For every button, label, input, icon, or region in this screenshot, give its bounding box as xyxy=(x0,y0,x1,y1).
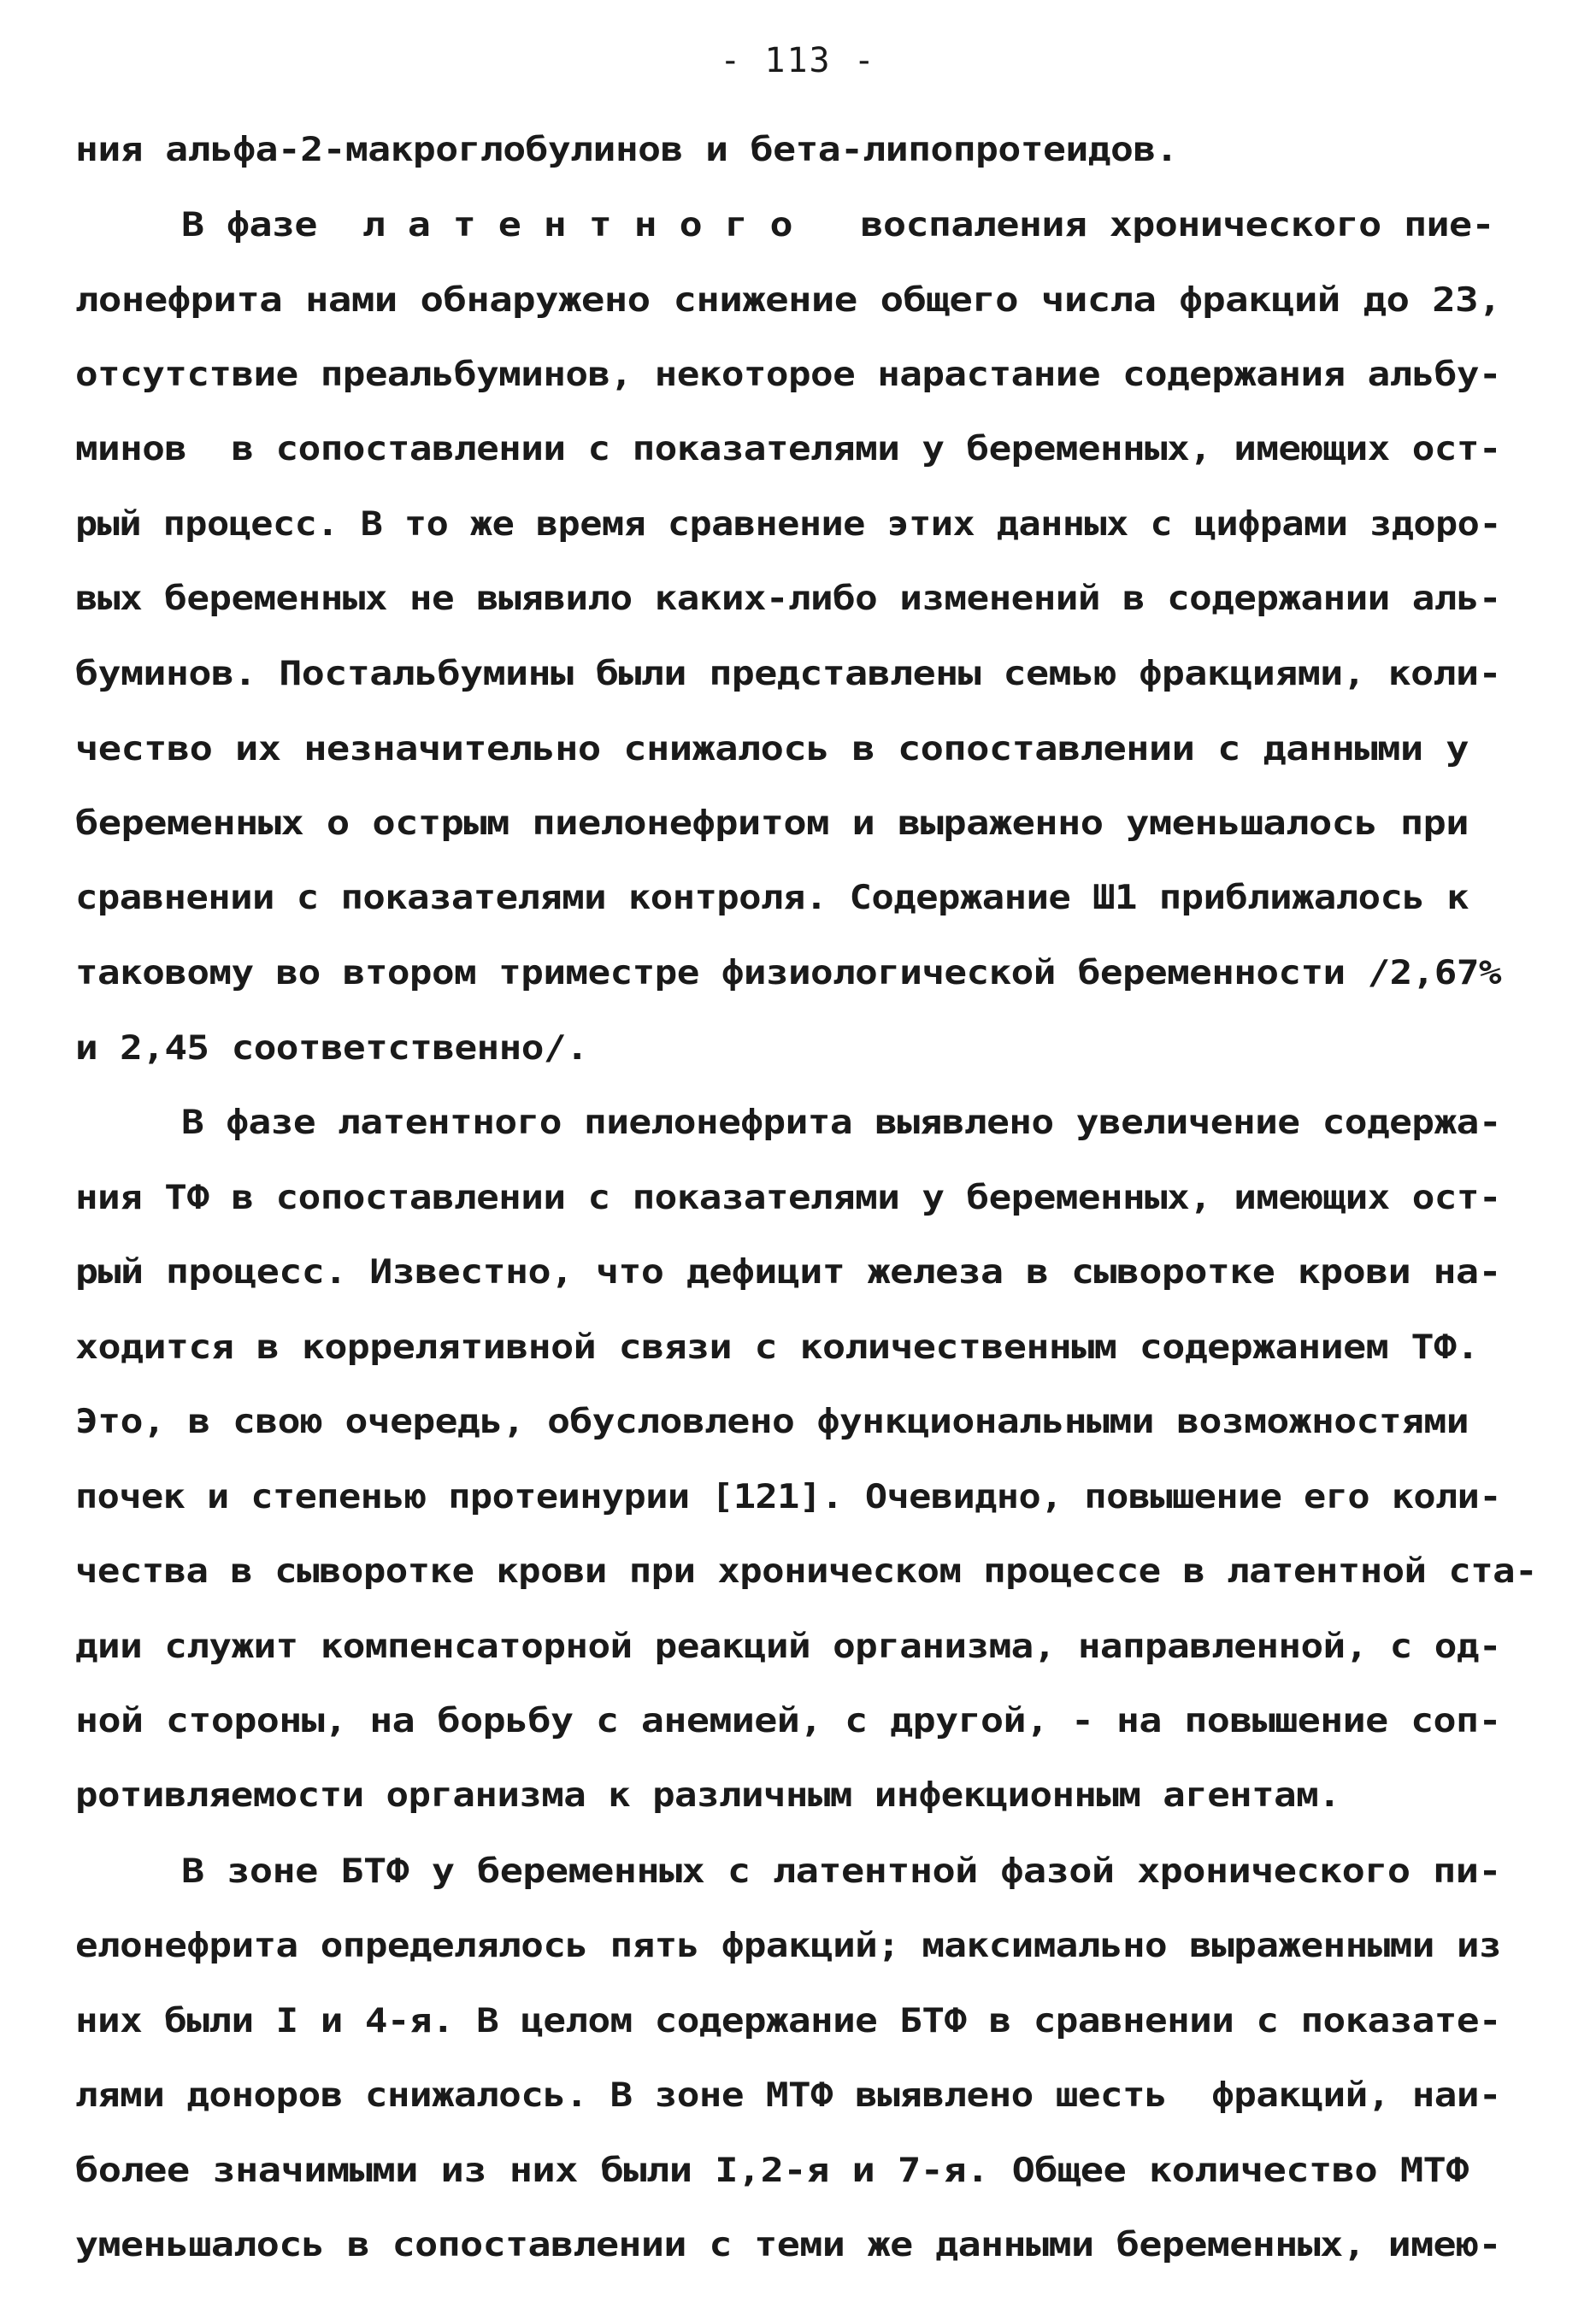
text-line: дии служит компенсаторной реакций организма, направленной, с од- xyxy=(75,1628,1501,1666)
text-line: ротивляемости организма к различным инфекционным агентам. xyxy=(75,1776,1340,1815)
text-line: рый процесс. Известно, что дефицит железа в сыворотке крови на- xyxy=(75,1253,1501,1292)
text-line: них были I и 4-я. В целом содержание БТФ в сравнении с показате- xyxy=(75,2002,1501,2040)
text-line: Это, в свою очередь, обусловлено функциональными возможностями xyxy=(75,1403,1469,1441)
text-line: отсутствие преальбуминов, некоторое нарастание содержания альбу- xyxy=(75,356,1501,394)
text-line: минов в сопоставлении с показателями у беременных, имеющих ост- xyxy=(75,430,1501,468)
text-line: таковому во втором триместре физиологической беременности /2,67% xyxy=(75,954,1501,992)
text-line: елонефрита определялось пять фракций; максимально выраженными из xyxy=(75,1927,1501,1965)
text-line: В фазе латентного пиелонефрита выявлено увеличение содержа- xyxy=(181,1104,1501,1142)
text-line: ния ТФ в сопоставлении с показателями у беременных, имеющих ост- xyxy=(75,1179,1501,1217)
text-line: рый процесс. В то же время сравнение этих данных с цифрами здоро- xyxy=(75,505,1501,544)
text-line: лонефрита нами обнаружено снижение общего числа фракций до 23, xyxy=(75,281,1501,320)
text-line: чество их незначительно снижалось в сопоставлении с данными у xyxy=(75,730,1469,768)
text-line: буминов. Постальбумины были представлены семью фракциями, коли- xyxy=(75,655,1501,693)
text-line: вых беременных не выявило каких-либо изменений в содержании аль- xyxy=(75,580,1501,618)
text-line: и 2,45 соответственно/. xyxy=(75,1029,588,1068)
text-line: В фазе л а т е н т н о г о воспаления хронического пие- xyxy=(181,206,1494,244)
text-line: В зоне БТФ у беременных с латентной фазой хронического пи- xyxy=(181,1852,1501,1891)
text-line: почек и степенью протеинурии [121]. Очевидно, повышение его коли- xyxy=(75,1478,1501,1516)
page-number: - 113 - xyxy=(720,41,876,80)
text-line: ходится в коррелятивной связи с количественным содержанием ТФ. xyxy=(75,1328,1479,1367)
text-line: беременных о острым пиелонефритом и выраженно уменьшалось при xyxy=(75,804,1469,843)
text-line: лями доноров снижалось. В зоне МТФ выявлено шесть фракций, наи- xyxy=(75,2076,1501,2115)
text-line: чества в сыворотке крови при хроническом процессе в латентной ста- xyxy=(75,1552,1537,1591)
text-line: ной стороны, на борьбу с анемией, с другой, - на повышение соп- xyxy=(75,1702,1501,1740)
text-line: более значимыми из них были I,2-я и 7-я. Общее количество МТФ xyxy=(75,2152,1469,2190)
text-line: ния альфа-2-макроглобулинов и бета-липопротеидов. xyxy=(75,131,1178,169)
text-line: сравнении с показателями контроля. Содержание Ш1 приближалось к xyxy=(75,879,1469,917)
text-line: уменьшалось в сопоставлении с теми же данными беременных, имею- xyxy=(75,2226,1501,2264)
